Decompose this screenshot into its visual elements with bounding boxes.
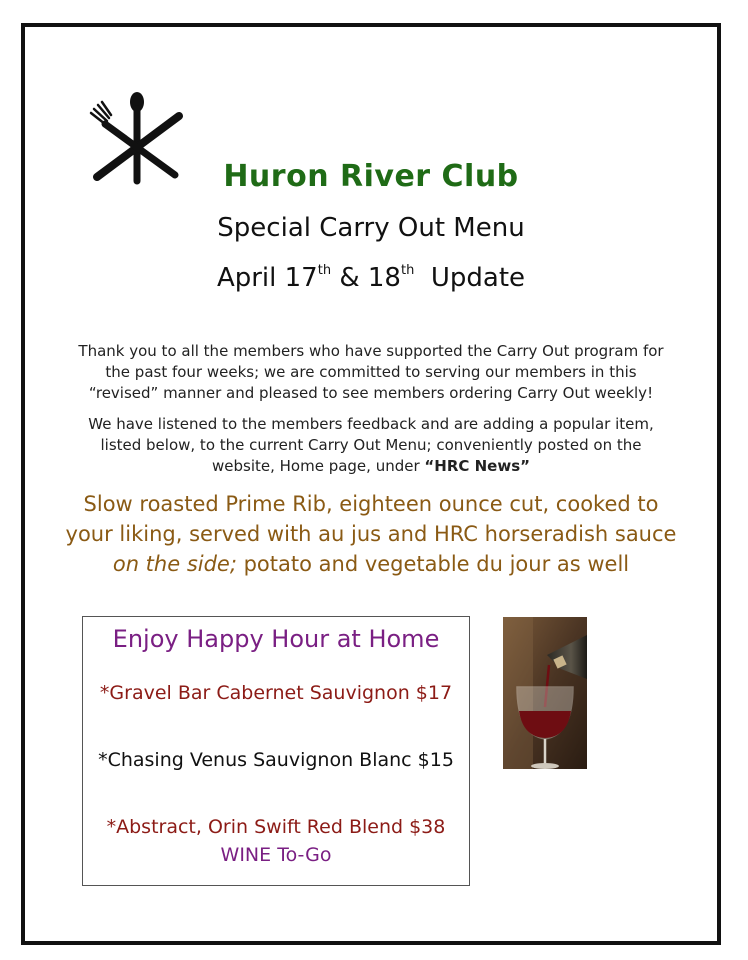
menu-subtitle: Special Carry Out Menu <box>217 213 525 243</box>
intro-paragraph-2 <box>73 414 669 477</box>
wine-pour-photo <box>503 617 587 769</box>
date-first-suffix: th <box>317 263 332 279</box>
date-update-word: Update <box>430 263 526 293</box>
wine-item: *Abstract, Orin Swift Red Blend $38 <box>106 816 446 838</box>
date-ampersand: & <box>339 263 360 293</box>
club-title: Huron River Club <box>223 159 519 194</box>
date-second: 18 <box>367 263 401 293</box>
wine-item: *Gravel Bar Cabernet Sauvignon $17 <box>99 682 453 704</box>
hrc-news-link: “HRC News” <box>424 457 530 475</box>
intro-paragraph-1: Thank you to all the members who have supported the Carry Out program for the past four weeks; we are committed to serving our members in this “revised” manner and pleased to see members ordering Carry Out weekly! <box>78 342 664 402</box>
special-text-a: Slow roasted Prime Rib, eighteen ounce cut, cooked to your liking, served with au jus and HRC horseradish sauce <box>65 492 677 546</box>
wine-item: *Chasing Venus Sauvignon Blanc $15 <box>98 749 454 771</box>
happy-hour-box <box>82 616 470 886</box>
date-line <box>25 263 717 293</box>
special-text-b: potato and vegetable du jour as well <box>236 552 630 576</box>
intro-paragraph-2-text: We have listened to the members feedback and are adding a popular item, listed below, to the current Carry Out Menu; conveniently posted on the website, Home page, under <box>88 415 654 475</box>
wine-to-go-label: WINE To-Go <box>220 844 332 866</box>
flyer-frame <box>21 23 721 945</box>
special-text-italic: on the side; <box>112 552 237 576</box>
date-second-suffix: th <box>400 263 415 279</box>
happy-hour-heading: Enjoy Happy Hour at Home <box>112 625 440 653</box>
date-first: April 17 <box>216 263 318 293</box>
prime-rib-special <box>65 489 677 579</box>
